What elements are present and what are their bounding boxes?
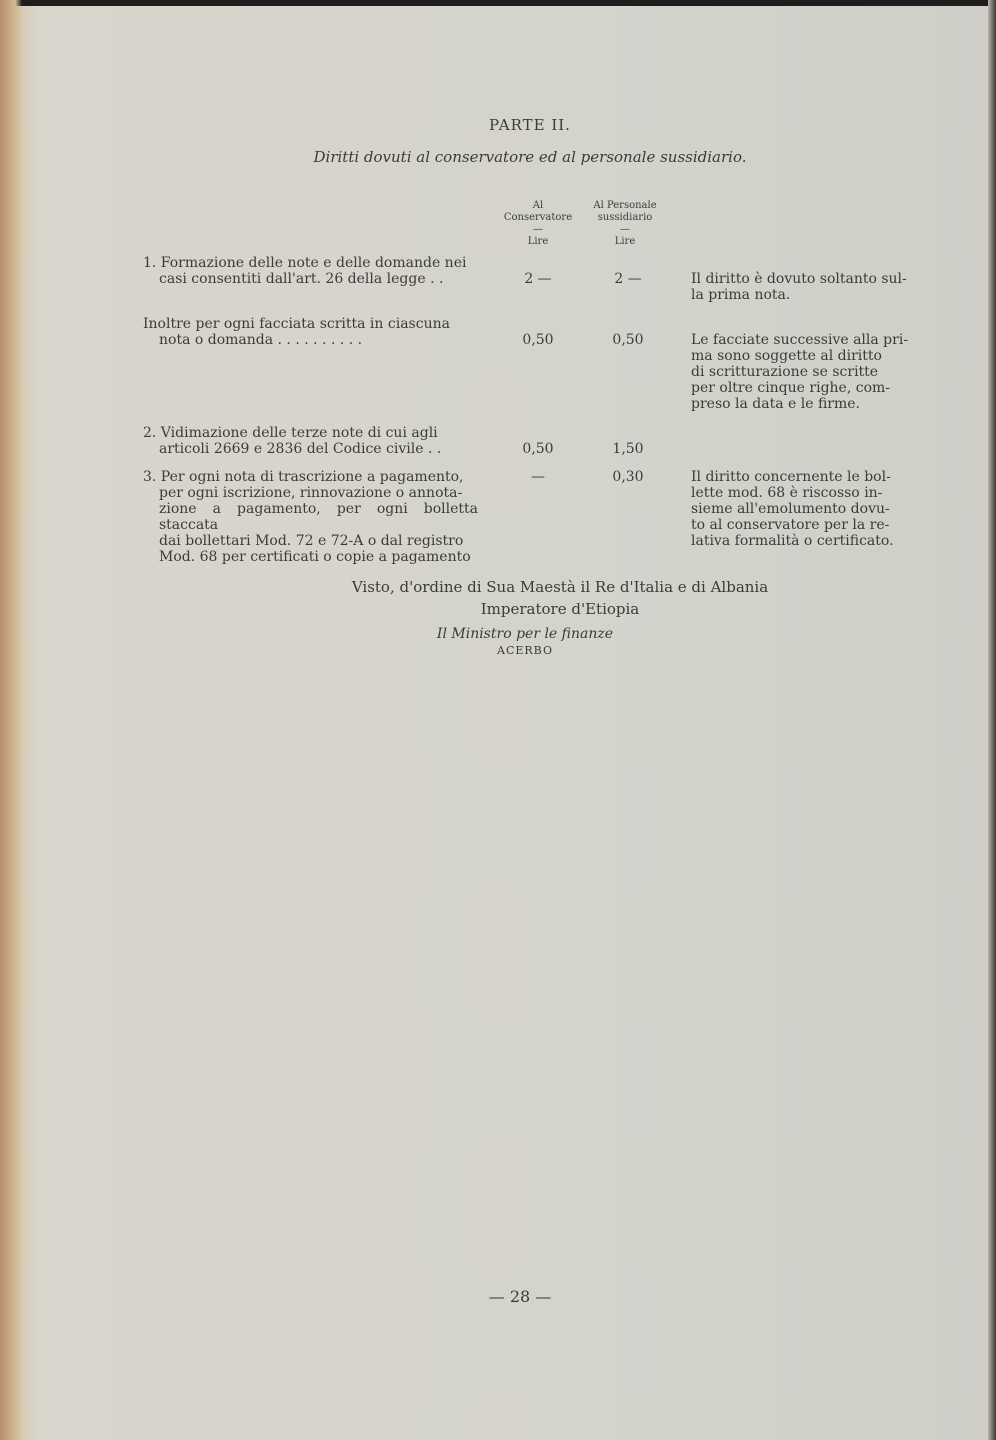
row-4-line-5: Mod. 68 per certificati o copie a pagamento (159, 549, 471, 565)
closing-line-2: Imperatore d'Etiopia (480, 600, 640, 618)
row-4-personale: 0,30 (612, 469, 644, 485)
row-1-personale: 2 — (614, 271, 642, 287)
row-4-note-line-5: lativa formalità o certificato. (691, 533, 894, 549)
row-4-line-2: per ogni iscrizione, rinnovazione o annota- (159, 485, 463, 501)
row-1-description (143, 255, 478, 287)
row-2-note-line-2: ma sono soggette al diritto (691, 348, 882, 364)
row-3-personale: 1,50 (612, 441, 644, 457)
closing-formula (200, 576, 920, 620)
page-binding-edge (0, 0, 22, 1440)
row-1-note-line-2: la prima nota. (691, 287, 791, 303)
row-4-note (691, 469, 919, 549)
row-1-conservatore: 2 — (524, 271, 552, 287)
row-1-line-1: 1. Formazione delle note e delle domande nei (143, 255, 467, 271)
col2-line1: Al Personale (593, 200, 657, 211)
row-3-line-1: 2. Vidimazione delle terze note di cui agli (143, 425, 438, 441)
row-4-note-line-2: lette mod. 68 è riscosso in- (691, 485, 883, 501)
row-3-conservatore: 0,50 (522, 441, 554, 457)
row-2-personale: 0,50 (612, 332, 644, 348)
row-3-description (143, 425, 478, 457)
row-2-note-line-5: preso la data e le firme. (691, 396, 860, 412)
scan-top-edge (0, 0, 996, 6)
row-2-description (143, 316, 478, 348)
col1-line2: Conservatore (503, 212, 573, 223)
row-4-line-3: zione a pagamento, per ogni bolletta staccata (159, 501, 478, 533)
page-number: — 28 — (488, 1287, 552, 1306)
col2-dash: — (620, 224, 630, 235)
row-1-note (691, 271, 919, 303)
column-header-personale (570, 200, 680, 248)
part-title: PARTE II. (489, 116, 571, 134)
col2-unit: Lire (614, 236, 636, 247)
row-4-note-line-1: Il diritto concernente le bol- (691, 469, 891, 485)
row-2-note-line-4: per oltre cinque righe, com- (691, 380, 891, 396)
col1-line1: Al (532, 200, 544, 211)
row-2-conservatore: 0,50 (522, 332, 554, 348)
minister-signature: ACERBO (497, 644, 553, 657)
row-4-description (143, 469, 478, 565)
row-4-note-line-3: sieme all'emolumento dovu- (691, 501, 890, 517)
col2-line2: sussidiario (597, 212, 653, 223)
row-4-note-line-4: to al conservatore per la re- (691, 517, 890, 533)
row-4-conservatore: — (531, 469, 545, 485)
section-subtitle: Diritti dovuti al conservatore ed al personale sussidiario. (313, 148, 747, 166)
row-4-line-4: dai bollettari Mod. 72 e 72-A o dal registro (159, 533, 464, 549)
col1-dash: — (533, 224, 543, 235)
row-1-note-line-1: Il diritto è dovuto soltanto sul- (691, 271, 907, 287)
row-2-line-1: Inoltre per ogni facciata scritta in ciascuna (143, 316, 450, 332)
row-2-note (691, 332, 919, 412)
minister-title: Il Ministro per le finanze (436, 626, 614, 642)
row-2-line-2: nota o domanda . . . . . . . . . . (159, 332, 363, 348)
closing-line-1: Visto, d'ordine di Sua Maestà il Re d'Italia e di Albania (351, 578, 769, 596)
col1-unit: Lire (527, 236, 549, 247)
scan-right-edge (988, 0, 996, 1440)
row-4-line-1: 3. Per ogni nota di trascrizione a pagamento, (143, 469, 464, 485)
row-2-note-line-1: Le facciate successive alla pri- (691, 332, 909, 348)
row-1-line-2: casi consentiti dall'art. 26 della legge . . (159, 271, 444, 287)
row-3-line-2: articoli 2669 e 2836 del Codice civile . . (159, 441, 442, 457)
row-2-note-line-3: di scritturazione se scritte (691, 364, 879, 380)
